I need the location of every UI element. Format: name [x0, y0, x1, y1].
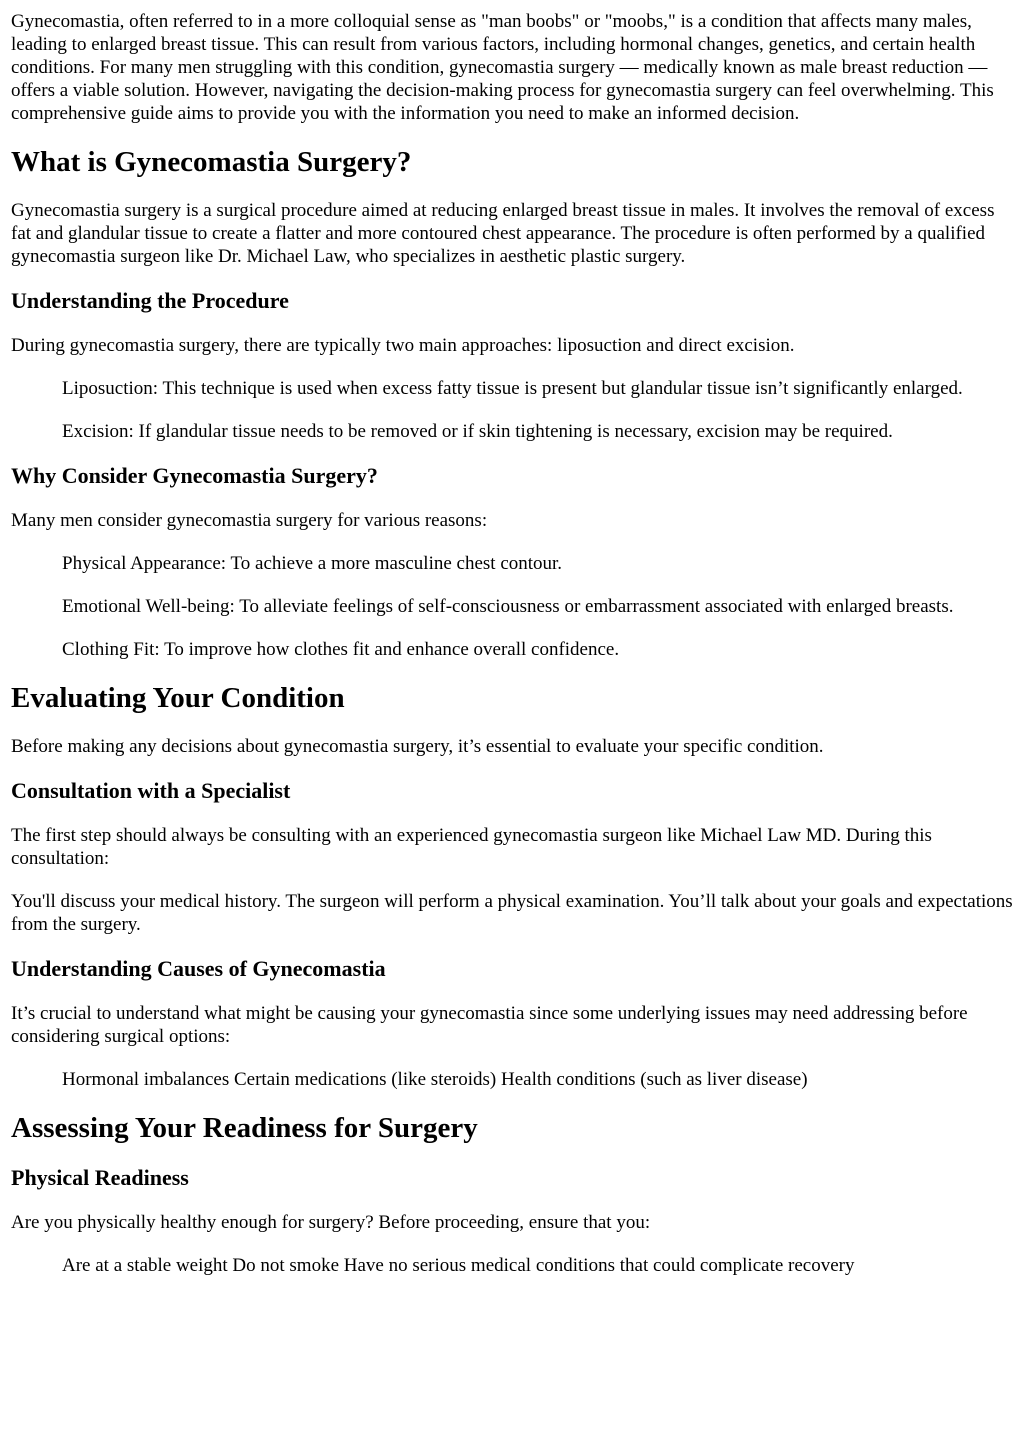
heading-physical-readiness: Physical Readiness: [11, 1165, 189, 1190]
readiness-quote: [62, 1254, 1013, 1277]
heading-causes: Understanding Causes of Gynecomastia: [11, 956, 386, 981]
why-consider-paragraph: Many men consider gynecomastia surgery for various reasons:: [11, 510, 488, 531]
intro-paragraph: Gynecomastia, often referred to in a more colloquial sense as "man boobs" or "moobs," is a condition that affects many males, leading to enlarged breast tissue. This can result from various factors, including hormonal changes, genetics, and certain health conditions. For many men struggling with this condition, gynecomastia surgery — medically known as male breast reduction — offers a viable solution. However, navigating the decision-making process for gynecomastia surgery can feel overwhelming. This comprehensive guide aims to provide you with the information you need to make an informed decision.: [11, 11, 994, 124]
reason-emotional-wellbeing: Emotional Well-being: To alleviate feelings of self-consciousness or embarrassment associated with enlarged breasts.: [62, 596, 954, 617]
evaluating-paragraph: Before making any decisions about gynecomastia surgery, it’s essential to evaluate your specific condition.: [11, 736, 824, 757]
physical-readiness-paragraph: Are you physically healthy enough for surgery? Before proceeding, ensure that you:: [11, 1212, 651, 1233]
consultation-paragraph-2: You'll discuss your medical history. The surgeon will perform a physical examination. You’ll talk about your goals and expectations from the surgery.: [11, 891, 1013, 935]
approach-excision: Excision: If glandular tissue needs to be removed or if skin tightening is necessary, excision may be required.: [62, 421, 893, 442]
procedure-paragraph: During gynecomastia surgery, there are typically two main approaches: liposuction and direct excision.: [11, 335, 795, 356]
procedure-approaches-quote: [62, 377, 1013, 443]
causes-quote: [62, 1068, 1013, 1091]
heading-consultation: Consultation with a Specialist: [11, 778, 291, 803]
heading-understanding-procedure: Understanding the Procedure: [11, 288, 289, 313]
heading-why-consider: Why Consider Gynecomastia Surgery?: [11, 463, 378, 488]
causes-list-text: Hormonal imbalances Certain medications (like steroids) Health conditions (such as liver disease): [62, 1069, 808, 1090]
readiness-list-text: Are at a stable weight Do not smoke Have no serious medical conditions that could complicate recovery: [62, 1255, 855, 1276]
causes-paragraph: It’s crucial to understand what might be causing your gynecomastia since some underlying issues may need addressing before considering surgical options:: [11, 1003, 968, 1047]
what-is-surgery-paragraph: Gynecomastia surgery is a surgical procedure aimed at reducing enlarged breast tissue in males. It involves the removal of excess fat and glandular tissue to create a flatter and more contoured chest appearance. The procedure is often performed by a qualified gynecomastia surgeon like Dr. Michael Law, who specializes in aesthetic plastic surgery.: [11, 200, 995, 267]
heading-assessing-readiness: Assessing Your Readiness for Surgery: [11, 1112, 478, 1144]
heading-what-is-surgery: What is Gynecomastia Surgery?: [11, 146, 412, 178]
consultation-paragraph-1: The first step should always be consulting with an experienced gynecomastia surgeon like Michael Law MD. During this consultation:: [11, 825, 932, 869]
approach-liposuction: Liposuction: This technique is used when excess fatty tissue is present but glandular tissue isn’t significantly enlarged.: [62, 378, 963, 399]
reason-clothing-fit: Clothing Fit: To improve how clothes fit and enhance overall confidence.: [62, 639, 620, 660]
heading-evaluating-condition: Evaluating Your Condition: [11, 682, 345, 714]
reasons-quote: [62, 552, 1013, 661]
reason-physical-appearance: Physical Appearance: To achieve a more masculine chest contour.: [62, 553, 563, 574]
